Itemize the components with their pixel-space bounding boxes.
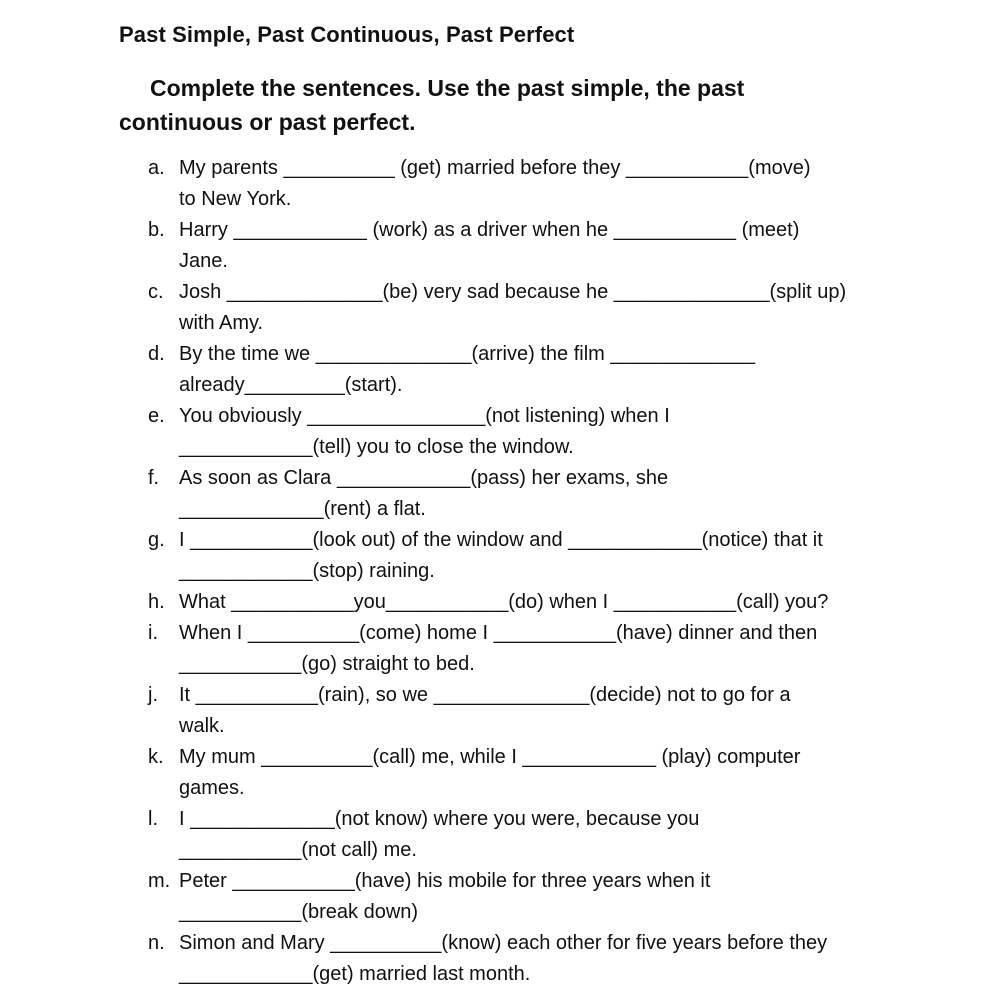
- item-letter: f.: [148, 467, 160, 489]
- item-line: I _____________(not know) where you were, because you: [179, 808, 700, 830]
- item-letter: e.: [148, 405, 165, 427]
- exercise-item-j: [148, 680, 908, 742]
- exercise-item-n: [148, 928, 908, 990]
- item-letter: j.: [148, 684, 158, 706]
- item-line: ____________(tell) you to close the window.: [179, 436, 574, 458]
- item-line: Peter ___________(have) his mobile for three years when it: [179, 870, 711, 892]
- item-line: ____________(get) married last month.: [179, 963, 531, 985]
- instruction-text: [119, 71, 819, 139]
- item-line: My parents __________ (get) married before they ___________(move): [179, 157, 811, 179]
- item-letter: i.: [148, 622, 158, 644]
- item-line: ___________(break down): [179, 901, 419, 923]
- item-letter: c.: [148, 281, 164, 303]
- exercise-list: [148, 153, 908, 990]
- item-line: My mum __________(call) me, while I ____________ (play) computer: [179, 746, 801, 768]
- exercise-item-m: [148, 866, 908, 928]
- exercise-item-d: [148, 339, 908, 401]
- item-line: ____________(stop) raining.: [179, 560, 435, 582]
- item-line: ___________(go) straight to bed.: [179, 653, 475, 675]
- item-letter: k.: [148, 746, 164, 768]
- item-line: I ___________(look out) of the window and ____________(notice) that it: [179, 529, 823, 551]
- item-line: already_________(start).: [179, 374, 403, 396]
- item-line: As soon as Clara ____________(pass) her exams, she: [179, 467, 669, 489]
- item-line: By the time we ______________(arrive) the film _____________: [179, 343, 755, 365]
- item-line: to New York.: [179, 188, 292, 210]
- item-line: ___________(not call) me.: [179, 839, 417, 861]
- instruction-line-1: Complete the sentences. Use the past simple, the past: [150, 75, 745, 101]
- item-line: What ___________you___________(do) when I ___________(call) you?: [179, 591, 829, 613]
- exercise-item-i: [148, 618, 908, 680]
- item-letter: a.: [148, 157, 165, 179]
- exercise-item-c: [148, 277, 908, 339]
- item-line: walk.: [179, 715, 225, 737]
- item-line: Jane.: [179, 250, 228, 272]
- item-line: When I __________(come) home I ___________(have) dinner and then: [179, 622, 818, 644]
- item-line: It ___________(rain), so we ______________(decide) not to go for a: [179, 684, 791, 706]
- item-letter: d.: [148, 343, 165, 365]
- item-letter: b.: [148, 219, 165, 241]
- item-line: Josh ______________(be) very sad because he ______________(split up): [179, 281, 847, 303]
- exercise-item-g: [148, 525, 908, 587]
- item-line: games.: [179, 777, 245, 799]
- item-line: _____________(rent) a flat.: [179, 498, 426, 520]
- exercise-item-a: [148, 153, 908, 215]
- page-title: Past Simple, Past Continuous, Past Perfect: [119, 22, 575, 47]
- item-letter: h.: [148, 591, 165, 613]
- exercise-item-l: [148, 804, 908, 866]
- exercise-item-k: [148, 742, 908, 804]
- instruction-line-2: continuous or past perfect.: [119, 109, 416, 135]
- item-line: You obviously ________________(not listening) when I: [179, 405, 670, 427]
- exercise-item-h: [148, 587, 908, 618]
- item-line: Simon and Mary __________(know) each other for five years before they: [179, 932, 828, 954]
- item-letter: n.: [148, 932, 165, 954]
- item-letter: l.: [148, 808, 158, 830]
- item-line: with Amy.: [179, 312, 264, 334]
- exercise-item-e: [148, 401, 908, 463]
- item-line: Harry ____________ (work) as a driver when he ___________ (meet): [179, 219, 800, 241]
- item-letter: g.: [148, 529, 165, 551]
- item-letter: m.: [148, 870, 171, 892]
- exercise-item-f: [148, 463, 908, 525]
- exercise-item-b: [148, 215, 908, 277]
